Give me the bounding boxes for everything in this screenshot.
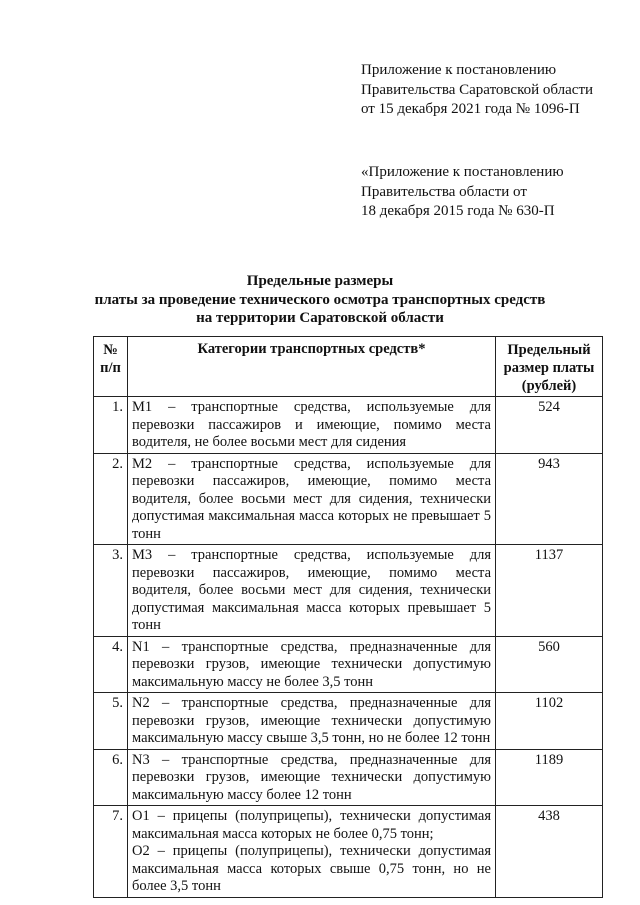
- table-row: [94, 749, 603, 806]
- original-header-line: 18 декабря 2015 года № 630-П: [361, 203, 555, 219]
- row-price: 943: [496, 453, 603, 545]
- category-description: M1 – транспортные средства, используемые для перевозки пассажиров и имеющие, помимо места водителя, не более восьми мест для сидения: [132, 399, 491, 450]
- title-line: на территории Саратовской области: [196, 310, 444, 326]
- category-description: M3 – транспортные средства, используемые для перевозки пассажиров, имеющие, помимо места водителя, более восьми мест для сидения, технически допустимая максимальная масса которых превышает 5 тонн: [132, 547, 491, 633]
- row-price: 524: [496, 397, 603, 454]
- row-category: [128, 397, 496, 454]
- row-category: [128, 545, 496, 637]
- row-number: 6.: [94, 749, 128, 806]
- row-price: 438: [496, 806, 603, 898]
- table-row: [94, 397, 603, 454]
- document-title: [0, 272, 640, 328]
- row-number: 5.: [94, 693, 128, 750]
- table-body: [94, 397, 603, 898]
- row-number: 7.: [94, 806, 128, 898]
- table-row: [94, 453, 603, 545]
- header-category: Категории транспортных средств*: [128, 337, 496, 397]
- table-row: [94, 693, 603, 750]
- row-number: 4.: [94, 636, 128, 693]
- row-price: 560: [496, 636, 603, 693]
- category-description: N3 – транспортные средства, предназначенные для перевозки грузов, имеющие технически допустимую максимальную массу более 12 тонн: [132, 751, 491, 803]
- table-row: [94, 636, 603, 693]
- appendix-header-line: Правительства Саратовской области: [361, 81, 594, 98]
- original-header-line: «Приложение к постановлению: [361, 164, 564, 180]
- row-price: 1137: [496, 545, 603, 637]
- appendix-header-line: Приложение к постановлению: [361, 62, 557, 78]
- row-price: 1102: [496, 693, 603, 750]
- header-number: № п/п: [94, 337, 128, 397]
- row-number: 1.: [94, 397, 128, 454]
- category-description: O2 – прицепы (полуприцепы), технически допустимая максимальная масса которых свыше 0,75 тонн, но не более 3,5 тонн: [132, 843, 491, 894]
- category-description: O1 – прицепы (полуприцепы), технически допустимая максимальная масса которых не более 0,75 тонн;: [132, 808, 491, 842]
- fee-table: [93, 336, 603, 898]
- original-appendix-header: [361, 163, 611, 222]
- table-row: [94, 806, 603, 898]
- row-number: 2.: [94, 453, 128, 545]
- row-number: 3.: [94, 545, 128, 637]
- appendix-header-line: от 15 декабря 2021 года № 1096-П: [361, 101, 580, 117]
- category-description: M2 – транспортные средства, используемые для перевозки пассажиров, имеющие, помимо места водителя, более восьми мест для сидения, технически допустимая максимальная масса которых не превышает 5 тонн: [132, 455, 491, 542]
- original-header-line: Правительства области от: [361, 183, 527, 200]
- row-category: [128, 749, 496, 806]
- row-category: [128, 453, 496, 545]
- category-description: N1 – транспортные средства, предназначенные для перевозки грузов, имеющие технически допустимую максимальную массу не более 3,5 тонн: [132, 638, 491, 690]
- title-line: Предельные размеры: [246, 273, 394, 289]
- row-category: [128, 636, 496, 693]
- category-description: N2 – транспортные средства, предназначенные для перевозки грузов, имеющие технически допустимую максимальную массу свыше 3,5 тонн, но не более 12 тонн: [132, 695, 491, 746]
- row-category: [128, 806, 496, 898]
- table-header-row: [94, 337, 603, 397]
- row-price: 1189: [496, 749, 603, 806]
- header-price: Предельный размер платы (рублей): [496, 337, 603, 397]
- appendix-header: [361, 61, 611, 120]
- title-line: платы за проведение технического осмотра транспортных средств: [94, 291, 546, 308]
- row-category: [128, 693, 496, 750]
- table-row: [94, 545, 603, 637]
